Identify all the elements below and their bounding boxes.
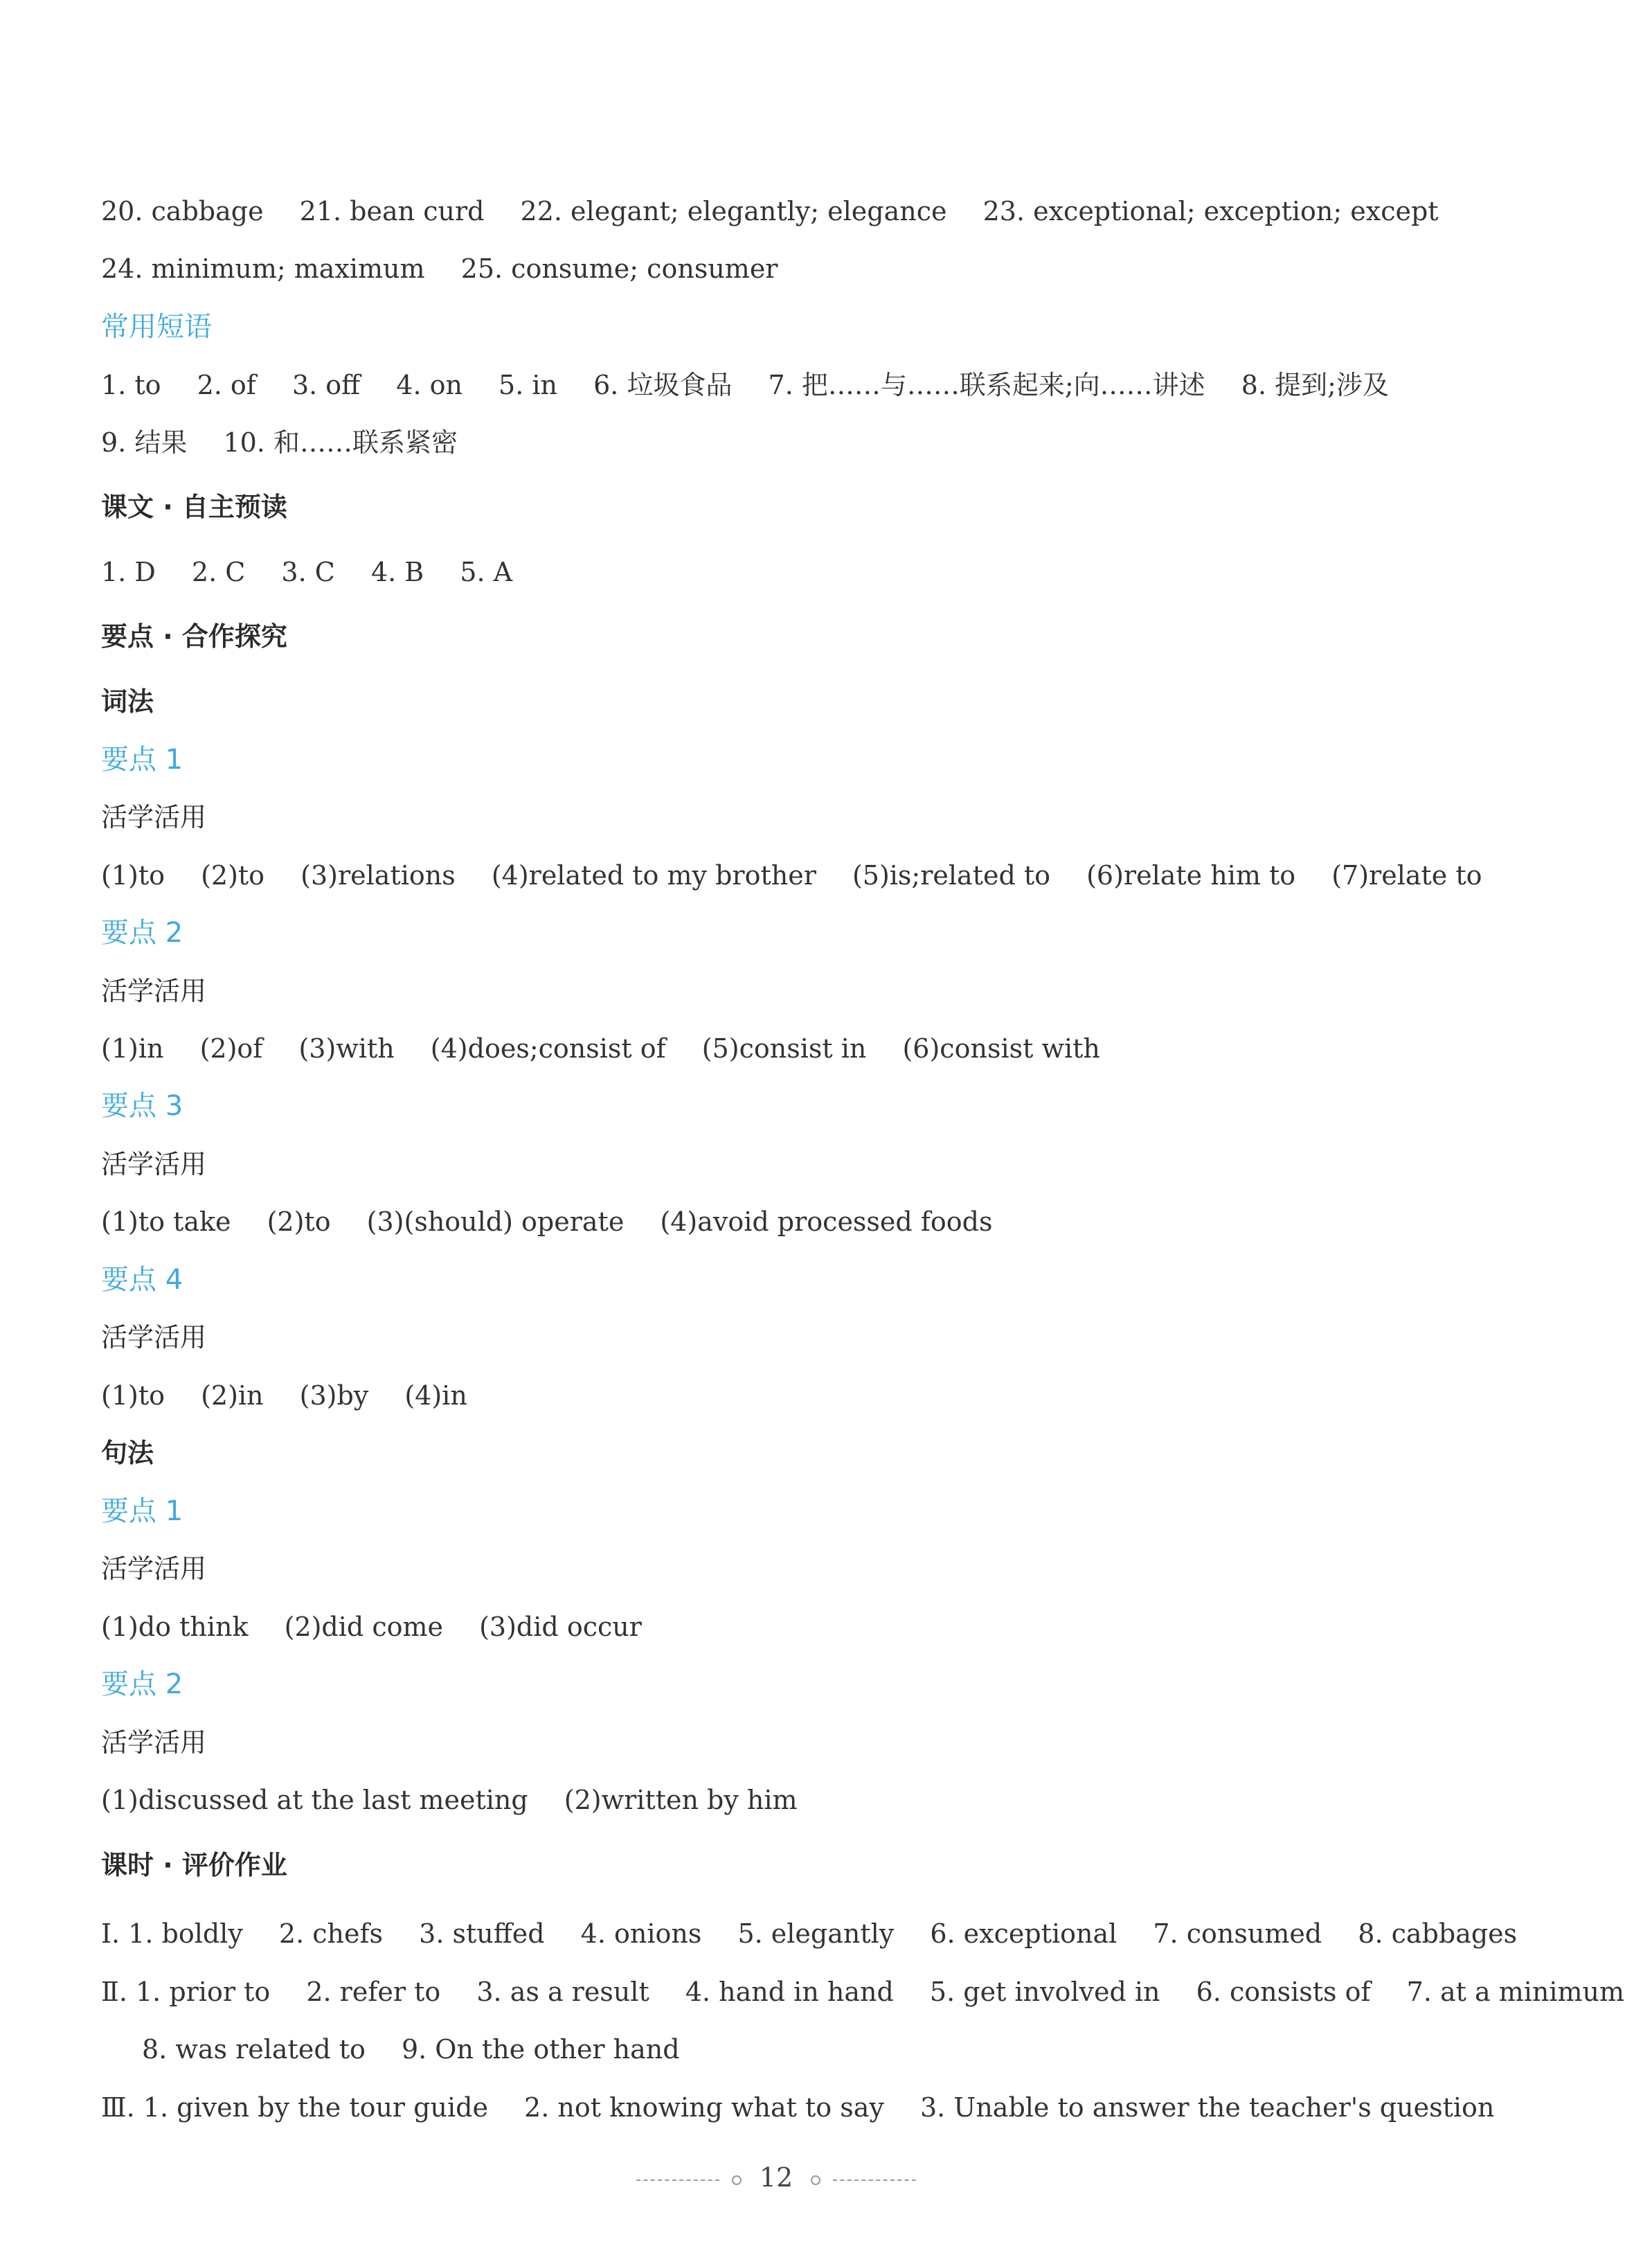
- answer-item: (1)to: [101, 1380, 165, 1411]
- practice-label: 活学活用: [101, 1149, 207, 1179]
- answer-item: (1)in: [101, 1033, 164, 1064]
- practice-label: 活学活用: [101, 1727, 207, 1758]
- vocab-item: 22. elegant; elegantly; elegance: [520, 196, 947, 226]
- answer-item: (2)of: [199, 1033, 263, 1064]
- homework-section-2-cont: [142, 2032, 708, 2067]
- answer-item: (2)written by him: [564, 1785, 798, 1815]
- answer-item: 2. chefs: [278, 1918, 384, 1949]
- point-1-label: 要点 1: [101, 744, 183, 776]
- syntax-point-1-answers: [101, 1610, 670, 1644]
- answer-item: (4)avoid processed foods: [660, 1206, 993, 1237]
- phrase-item: 5. in: [499, 370, 558, 400]
- practice-label: 活学活用: [101, 1322, 207, 1353]
- footer-rule-left: [636, 2180, 719, 2181]
- lexical-heading: 词法: [101, 686, 154, 717]
- answer-item: (1)to: [101, 860, 165, 891]
- answer-item: 5. get involved in: [929, 1977, 1160, 2007]
- phrase-item: 3. off: [291, 370, 361, 400]
- answer-item: 5. elegantly: [737, 1918, 895, 1949]
- phrase-item: 9. 结果: [101, 427, 188, 458]
- footer-dot-left: [732, 2175, 742, 2185]
- vocab-item: 23. exceptional; exception; except: [982, 196, 1439, 226]
- phrase-item: 1. to: [101, 370, 161, 400]
- answer-item: 8. cabbages: [1358, 1918, 1518, 1949]
- point-2-answers: [101, 1031, 1128, 1066]
- answer-item: (2)did come: [284, 1612, 444, 1642]
- answer-item: (1)to take: [101, 1206, 231, 1237]
- answer-item: 8. was related to: [142, 2034, 366, 2065]
- vocab-item: 21. bean curd: [299, 196, 485, 226]
- answer-item: (5)consist in: [701, 1033, 867, 1064]
- answer-item: (1)do think: [101, 1612, 249, 1642]
- footer-rule-right: [833, 2180, 916, 2181]
- phrases-line-2: [101, 425, 485, 460]
- answer-item: (5)is;related to: [852, 860, 1051, 891]
- answer-item: Ⅲ. 1. given by the tour guide: [101, 2092, 488, 2123]
- point-3-label: 要点 3: [101, 1090, 183, 1122]
- answer-item: (7)relate to: [1331, 860, 1482, 891]
- answer-item: (3)by: [299, 1380, 369, 1411]
- answer-item: Ⅰ. 1. boldly: [101, 1918, 243, 1949]
- answer-item: (4)in: [404, 1380, 467, 1411]
- phrase-item: 10. 和……联系紧密: [223, 427, 458, 458]
- point-4-label: 要点 4: [101, 1264, 183, 1296]
- vocab-item: 24. minimum; maximum: [101, 253, 425, 284]
- phrases-heading: 常用短语: [101, 311, 212, 343]
- answer-item: 7. consumed: [1153, 1918, 1322, 1949]
- point-3-answers: [101, 1204, 1020, 1239]
- vocab-item: 20. cabbage: [101, 196, 264, 226]
- phrase-item: 2. of: [197, 370, 256, 400]
- answer-item: (3)relations: [300, 860, 456, 891]
- answer-item: Ⅱ. 1. prior to: [101, 1977, 271, 2007]
- point-2-label: 要点 2: [101, 917, 183, 949]
- answer-item: 7. at a minimum: [1406, 1977, 1625, 2007]
- answer-item: (3)with: [298, 1033, 395, 1064]
- answer-item: 3. C: [281, 557, 335, 587]
- answer-item: 2. not knowing what to say: [524, 2092, 884, 2123]
- answer-item: (1)discussed at the last meeting: [101, 1785, 528, 1815]
- homework-section-2: [101, 1975, 1652, 2009]
- answer-item: (6)consist with: [902, 1033, 1100, 1064]
- reading-answers: [101, 555, 540, 589]
- syntax-heading: 句法: [101, 1438, 154, 1468]
- practice-label: 活学活用: [101, 802, 207, 832]
- answer-item: (4)does;consist of: [430, 1033, 666, 1064]
- answer-item: (6)relate him to: [1086, 860, 1296, 891]
- homework-heading: 课时 · 评价作业: [101, 1850, 287, 1880]
- answer-item: (2)to: [201, 860, 265, 891]
- answer-item: 3. as a result: [476, 1977, 649, 2007]
- vocab-item: 25. consume; consumer: [460, 253, 778, 284]
- syntax-point-2-label: 要点 2: [101, 1668, 183, 1700]
- vocab-line-2: [101, 251, 805, 286]
- answer-item: 9. On the other hand: [401, 2034, 680, 2065]
- phrases-line-1: [101, 368, 1417, 402]
- syntax-point-2-answers: [101, 1783, 825, 1817]
- answer-item: 2. refer to: [306, 1977, 441, 2007]
- answer-item: 2. C: [191, 557, 246, 587]
- points-heading: 要点 · 合作探究: [101, 621, 287, 652]
- syntax-point-1-label: 要点 1: [101, 1495, 183, 1527]
- answer-item: 6. consists of: [1196, 1977, 1371, 2007]
- phrase-item: 6. 垃圾食品: [593, 370, 733, 400]
- phrase-item: 8. 提到;涉及: [1241, 370, 1389, 400]
- answer-item: 5. A: [460, 557, 513, 587]
- answer-item: (3)(should) operate: [366, 1206, 625, 1237]
- answer-item: 4. B: [370, 557, 424, 587]
- homework-section-3: [101, 2090, 1522, 2125]
- point-4-answers: [101, 1378, 495, 1413]
- practice-label: 活学活用: [101, 1553, 207, 1584]
- phrase-item: 4. on: [396, 370, 463, 400]
- homework-section-1: [101, 1916, 1545, 1951]
- phrase-item: 7. 把……与……联系起来;向……讲述: [768, 370, 1205, 400]
- answer-item: 1. D: [101, 557, 156, 587]
- page-footer: [0, 2162, 1552, 2193]
- practice-label: 活学活用: [101, 976, 207, 1006]
- answer-item: (2)in: [201, 1380, 264, 1411]
- footer-dot-right: [811, 2175, 820, 2185]
- answer-item: 4. hand in hand: [685, 1977, 894, 2007]
- answer-item: 3. stuffed: [419, 1918, 545, 1949]
- point-1-answers: [101, 858, 1510, 893]
- vocab-line-1: [101, 194, 1466, 229]
- answer-item: 3. Unable to answer the teacher's question: [919, 2092, 1495, 2123]
- answer-item: 6. exceptional: [930, 1918, 1117, 1949]
- reading-heading: 课文 · 自主预读: [101, 492, 287, 522]
- answer-item: 4. onions: [580, 1918, 702, 1949]
- answer-item: (2)to: [267, 1206, 331, 1237]
- answer-item: (3)did occur: [479, 1612, 642, 1642]
- page-number: 12: [759, 2162, 793, 2193]
- answer-item: (4)related to my brother: [491, 860, 816, 891]
